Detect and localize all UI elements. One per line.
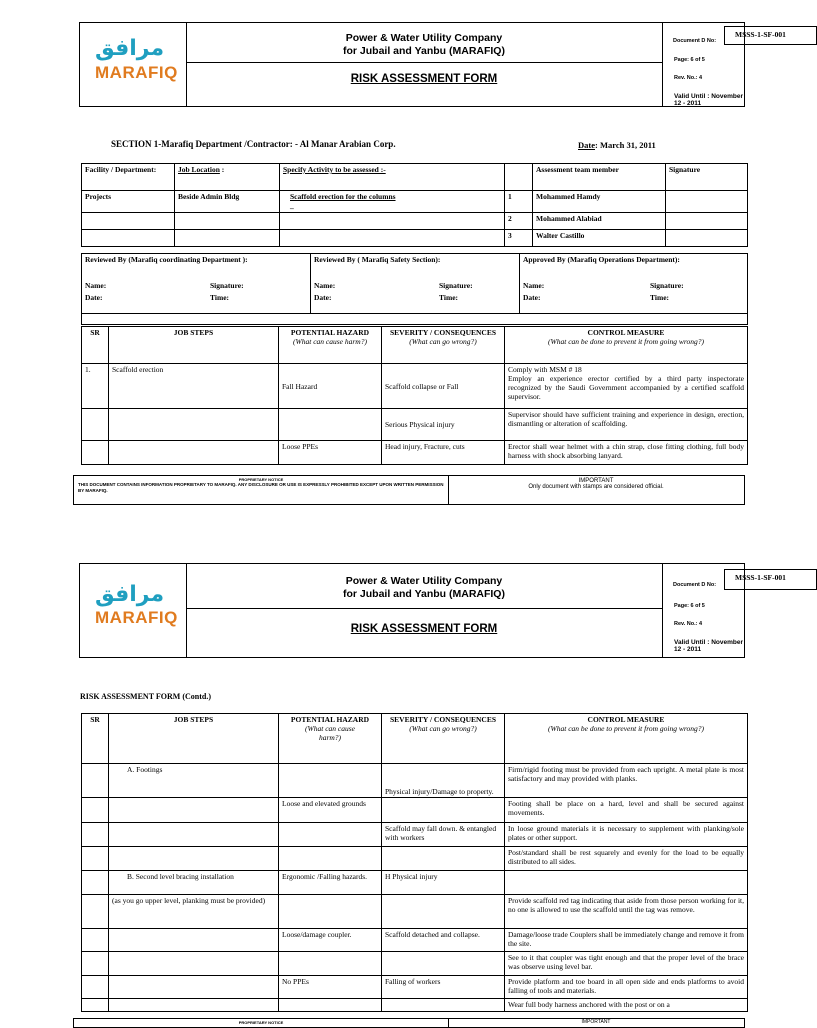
row-sr: 1. xyxy=(82,364,109,409)
row-control: Wear full body harness anchored with the post or on a xyxy=(505,999,748,1012)
marafiq-logo xyxy=(80,23,187,106)
important-text: Only document with stamps are considered official. xyxy=(528,484,664,490)
job-location-label: Job Location : xyxy=(175,164,280,191)
rev-label: Rev. No.: 4 xyxy=(674,621,703,627)
activity-label: Specify Activity to be assessed :- xyxy=(280,164,505,191)
row-hazard: Fall Hazard xyxy=(279,364,382,409)
member-no: 2 xyxy=(505,213,533,230)
job-steps-table-page2 xyxy=(81,713,748,1012)
proprietary-title: PROPRIETARY NOTICE xyxy=(238,477,284,482)
page1-footer xyxy=(73,475,745,505)
job-location-value: Beside Admin Bldg xyxy=(175,191,280,213)
company-name: Power & Water Utility Company for Jubail and Yanbu (MARAFIQ) xyxy=(186,23,662,63)
row-severity: Scaffold collapse or Fall xyxy=(382,364,505,409)
col-job-steps: JOB STEPS xyxy=(109,714,279,764)
row-severity: H Physical injury xyxy=(382,871,505,895)
row-step: A. Footings xyxy=(109,764,279,798)
facility-label: Facility / Department: xyxy=(82,164,175,191)
page1-header xyxy=(79,22,786,107)
document-label: Document D No: xyxy=(673,582,717,588)
page-label: Page: 6 of 5 xyxy=(674,57,705,63)
section1-heading: SECTION 1-Marafiq Department /Contractor: - Al Manar Arabian Corp. xyxy=(111,139,396,149)
valid-until: Valid Until : November 12 - 2011 xyxy=(674,639,743,653)
member-no: 3 xyxy=(505,230,533,247)
contd-title: RISK ASSESSMENT FORM (Contd.) xyxy=(80,692,211,701)
proprietary-title: PROPRIETARY NOTICE xyxy=(238,1020,284,1025)
row-severity: Serious Physical injury xyxy=(382,409,505,441)
col-sr: SR xyxy=(82,714,109,764)
member-name: Walter Castillo xyxy=(533,230,666,247)
member-no: 1 xyxy=(505,191,533,213)
col-sr: SR xyxy=(82,327,109,364)
review-table xyxy=(81,253,748,325)
activity-value: Scaffold erection for the columns _ xyxy=(280,191,505,213)
row-control: Firm/rigid footing must be provided from each upright. A metal plate is most satisfactory and may provided with planks. xyxy=(505,764,748,798)
member-name: Mohammed Alabiad xyxy=(533,213,666,230)
logo-english-text: MARAFIQ xyxy=(95,608,178,627)
row-severity: Physical injury/Damage to property. xyxy=(382,764,505,798)
approved-operations: Approved By (Marafiq Operations Department): Name: Signature: Date: Time: xyxy=(520,254,748,314)
reviewed-safety: Reviewed By ( Marafiq Safety Section): Name: Signature: Date: Time: xyxy=(311,254,520,314)
col-hazard: POTENTIAL HAZARD (What can cause harm?) xyxy=(279,327,382,364)
facility-value: Projects xyxy=(82,191,175,213)
row-control: Footing shall be place on a hard, level and shall be secured against movements. xyxy=(505,798,748,823)
logo-arabic-text: مرافق xyxy=(95,582,165,607)
page2-footer xyxy=(73,1018,745,1028)
col-control: CONTROL MEASURE (What can be done to prevent it from going wrong?) xyxy=(505,714,748,764)
row-hazard: No PPEs xyxy=(279,976,382,999)
row-control: See to it that coupler was tight enough and that the proper level of the brace was observe using level bar. xyxy=(505,952,748,976)
col-severity: SEVERITY / CONSEQUENCES (What can go wrong?) xyxy=(382,714,505,764)
row-step: (as you go upper level, planking must be provided) xyxy=(109,895,279,929)
row-hazard: Loose and elevated grounds xyxy=(279,798,382,823)
document-label: Document D No: xyxy=(673,38,717,44)
row-control: Damage/loose trade Couplers shall be immediately change and remove it from the site. xyxy=(505,929,748,952)
row-severity: Head injury, Fracture, cuts xyxy=(382,441,505,465)
row-control: Comply with MSM # 18 Employ an experience erector certified by a third party inspectorate recognized by the Saudi Government accompanied by a certified scaffold supervisor. xyxy=(505,364,748,409)
row-hazard: Loose/damage coupler. xyxy=(279,929,382,952)
logo-english-text: MARAFIQ xyxy=(95,63,178,82)
document-number: MSSS-1-SF-001 xyxy=(724,26,817,45)
rev-label: Rev. No.: 4 xyxy=(674,75,703,81)
row-hazard: Ergonomic /Falling hazards. xyxy=(279,871,382,895)
signature-label: Signature xyxy=(666,164,748,191)
row-severity: Scaffold detached and collapse. xyxy=(382,929,505,952)
team-label: Assessment team member xyxy=(533,164,666,191)
form-title: RISK ASSESSMENT FORM xyxy=(350,72,498,85)
page-label: Page: 6 of 5 xyxy=(674,603,705,609)
reviewed-coordinating: Reviewed By (Marafiq coordinating Department ): Name: Signature: Date: Time: xyxy=(82,254,311,314)
row-severity: Scaffold may fall down. & entangled with workers xyxy=(382,823,505,847)
row-control: Provide scaffold red tag indicating that aside from those person working for it, no one is allowed to use the scaffold until the tag was remove. xyxy=(505,895,748,929)
form-title: RISK ASSESSMENT FORM xyxy=(350,622,498,635)
important-title: IMPORTANT xyxy=(581,1019,611,1025)
assessment-info-table xyxy=(81,163,748,247)
job-steps-table-page1 xyxy=(81,326,748,465)
row-control: In loose ground materials it is necessary to supplement with planking/sole plates or other support. xyxy=(505,823,748,847)
company-name: Power & Water Utility Company for Jubail and Yanbu (MARAFIQ) xyxy=(186,564,662,609)
row-hazard: Loose PPEs xyxy=(279,441,382,465)
col-job-steps: JOB STEPS xyxy=(109,327,279,364)
col-control: CONTROL MEASURE (What can be done to prevent it from going wrong?) xyxy=(505,327,748,364)
col-severity: SEVERITY / CONSEQUENCES (What can go wrong?) xyxy=(382,327,505,364)
row-control: Provide platform and toe board in all open side and ends platforms to avoid falling of tools and materials. xyxy=(505,976,748,999)
section1-date: Date: March 31, 2011 xyxy=(578,140,656,150)
marafiq-logo xyxy=(80,564,187,657)
valid-until: Valid Until : November 12 - 2011 xyxy=(674,93,743,107)
member-name: Mohammed Hamdy xyxy=(533,191,666,213)
proprietary-text: THIS DOCUMENT CONTAINS INFORMATION PROPRIETARY TO MARAFIQ. ANY DISCLOSURE OR USE IS EXPRESSLY PROHIBITED EXCEPT UPON WRITTEN PERMISSION BY MARAFIQ. xyxy=(78,482,444,493)
row-step: Scaffold erection xyxy=(109,364,279,409)
logo-arabic-text: مرافق xyxy=(95,36,165,61)
document-number: MSSS-1-SF-001 xyxy=(724,569,817,590)
row-control: Erector shall wear helmet with a chin strap, close fitting clothing, full body harness with shock absorbing lanyard. xyxy=(505,441,748,465)
row-control: Supervisor should have sufficient training and experience in design, erection, dismantling or alteration of scaffolding. xyxy=(505,409,748,441)
row-severity: Falling of workers xyxy=(382,976,505,999)
col-hazard: POTENTIAL HAZARD (What can cause harm?) xyxy=(279,714,382,764)
row-step: B. Second level bracing installation xyxy=(109,871,279,895)
important-title: IMPORTANT xyxy=(578,478,614,484)
page2-header xyxy=(79,563,786,658)
row-control: Post/standard shall be rest squarely and evenly for the load to be equally distributed to all sides. xyxy=(505,847,748,871)
